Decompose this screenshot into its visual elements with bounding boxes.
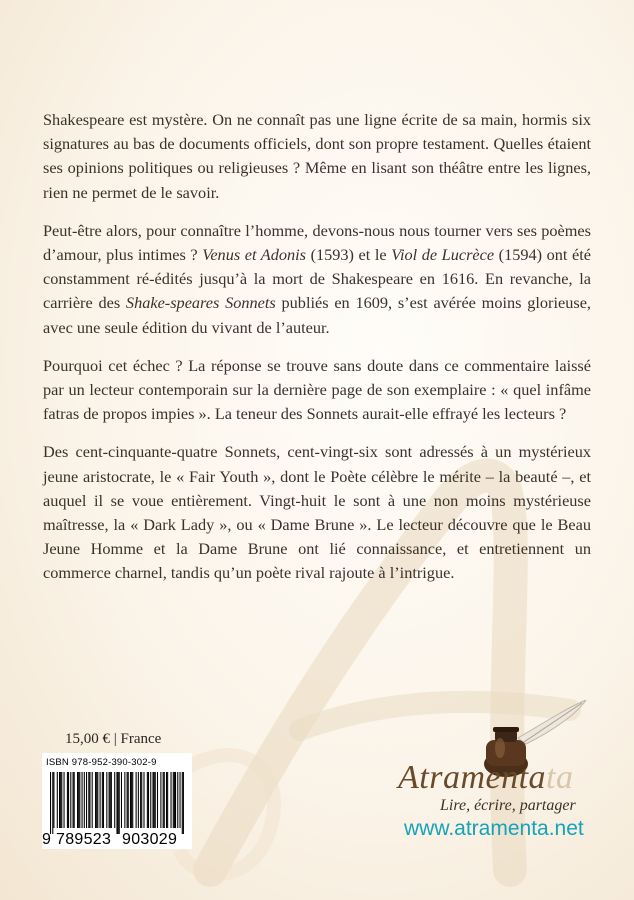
barcode-bar [57, 772, 58, 828]
barcode-image [50, 772, 184, 834]
text-run: Peut-être alors, pour connaître l’homme, devons-nous nous tourner vers ses poèmes d’amour, plus intimes ? [43, 220, 591, 265]
barcode-bar [60, 772, 61, 828]
barcode-bar [52, 772, 53, 834]
barcode-digits-left: 789523 [56, 831, 112, 848]
barcode-bar [140, 772, 141, 828]
summary-paragraph [43, 108, 591, 205]
barcode-bar [121, 772, 122, 828]
barcode-bar [174, 772, 175, 828]
barcode-bar [173, 772, 174, 828]
barcode-bar [53, 772, 54, 828]
barcode-bar [92, 772, 93, 828]
italic-title: Venus et Adonis [202, 245, 306, 265]
barcode-bar [110, 772, 111, 828]
barcode-bar [152, 772, 153, 828]
barcode-bar [182, 772, 183, 834]
barcode-bar [141, 772, 142, 828]
publisher-website-link[interactable]: www.atramenta.net [404, 817, 584, 840]
italic-title: Viol de Lucrèce [391, 245, 495, 265]
barcode-bar [128, 772, 129, 828]
barcode-bar [73, 772, 74, 828]
barcode-bar [130, 772, 131, 828]
barcode-bar [50, 772, 51, 834]
barcode-bar [132, 772, 133, 828]
barcode-digits-right: 903029 [122, 831, 178, 848]
barcode-bar [61, 772, 62, 828]
barcode-bar [150, 772, 151, 828]
barcode-bar [166, 772, 167, 828]
barcode-bar [167, 772, 168, 828]
barcode-bar [103, 772, 104, 828]
barcode-bar [95, 772, 96, 828]
barcode-bar [67, 772, 68, 828]
text-run: Shakespeare est mystère. On ne connaît pas une ligne écrite de sa main, hormis six signatures au bas de documents officiels, dont son propre testament. Quelles étaient ses opinions politiques ou religieuses ? Même en lisant son théâtre entre les lignes, rien ne permet de le savoir. [43, 110, 591, 202]
text-run: publiés en 1609, s’est avérée moins glorieuse, avec une seule édition du vivant de l’auteur. [43, 293, 591, 337]
barcode-bar [77, 772, 78, 828]
barcode-bar [84, 772, 85, 828]
barcode-bar [86, 772, 87, 828]
barcode-bar [70, 772, 71, 828]
publisher-name: Atramenta [398, 759, 547, 796]
summary-paragraph [43, 219, 591, 340]
barcode-bar [124, 772, 125, 828]
barcode-bar [147, 772, 148, 828]
barcode-bar [157, 772, 158, 828]
barcode-bar [74, 772, 75, 828]
barcode-bar [183, 772, 184, 834]
barcode-bar [155, 772, 156, 828]
barcode-bar [88, 772, 89, 828]
barcode-bar [180, 772, 181, 828]
summary-paragraph [43, 440, 591, 585]
summary-paragraph [43, 354, 591, 427]
barcode-bar [106, 772, 107, 828]
isbn-barcode-block [42, 753, 192, 849]
italic-title: Shake-speares Sonnets [125, 293, 276, 313]
barcode-bar [79, 772, 80, 828]
barcode-bar [148, 772, 149, 828]
publisher-name-ghost: ta [546, 759, 574, 796]
barcode-bar [127, 772, 128, 828]
publisher-tagline: Lire, écrire, partager [440, 797, 576, 814]
barcode-bar [97, 772, 98, 828]
barcode-bar [118, 772, 119, 834]
barcode-bar [102, 772, 103, 828]
barcode-bar [100, 772, 101, 828]
barcode-bar [131, 772, 132, 828]
barcode-bar [109, 772, 110, 828]
barcode-bar [82, 772, 83, 828]
barcode-bar [114, 772, 115, 828]
text-run: Des cent-cinquante-quatre Sonnets, cent-vingt-six sont adressés à un mystérieux jeune aristocrate, le « Fair Youth », dont le Poète célèbre le mérite – la beauté –, et auquel il se voue entièrement. Vingt-huit le sont à une non moins mystérieuse maîtresse, la « Dark Lady », ou « Dame Brune ». Le lecteur découvre que le Beau Jeune Homme et la Dame Brune ont lié connaissance, et entretiennent un commerce charnel, tandis qu’un poète rival rajoute à l’intrigue. [43, 442, 591, 583]
barcode-bar [136, 772, 137, 828]
text-run: (1593) et le [306, 245, 392, 265]
barcode-bar [170, 772, 171, 828]
barcode-bar [96, 772, 97, 828]
back-cover-summary [43, 108, 591, 600]
barcode-bar [78, 772, 79, 828]
publisher-logo-name [398, 759, 598, 797]
barcode-bar [119, 772, 120, 834]
barcode-bar [59, 772, 60, 828]
text-run: Pourquoi cet échec ? La réponse se trouve sans doute dans ce commentaire laissé par un lecteur contemporain sur la dernière page de son exemplaire : « quel infâme fatras de propos impies ». La teneur des Sonnets aurait-elle effrayé les lecteurs ? [43, 355, 591, 424]
barcode-bar [143, 772, 144, 828]
barcode-bar [163, 772, 164, 828]
barcode-bar [138, 772, 139, 828]
text-run: (1594) ont été constamment ré-édités jusqu’à la mort de Shakespeare en 1616. En revanche, la carrière des [43, 245, 591, 313]
barcode-bar [64, 772, 65, 828]
barcode-bar [175, 772, 176, 828]
barcode-bar [111, 772, 112, 828]
barcode-bar [116, 772, 117, 834]
barcode-bar [89, 772, 90, 828]
price-label: 15,00 € | France [65, 731, 162, 747]
isbn-label: ISBN 978-952-390-302-9 [46, 757, 157, 768]
barcode-bar [68, 772, 69, 828]
barcode-bar [177, 772, 178, 828]
barcode-bar [154, 772, 155, 828]
barcode-bar [160, 772, 161, 828]
barcode-bar [164, 772, 165, 828]
barcode-digit-lead: 9 [42, 831, 52, 848]
